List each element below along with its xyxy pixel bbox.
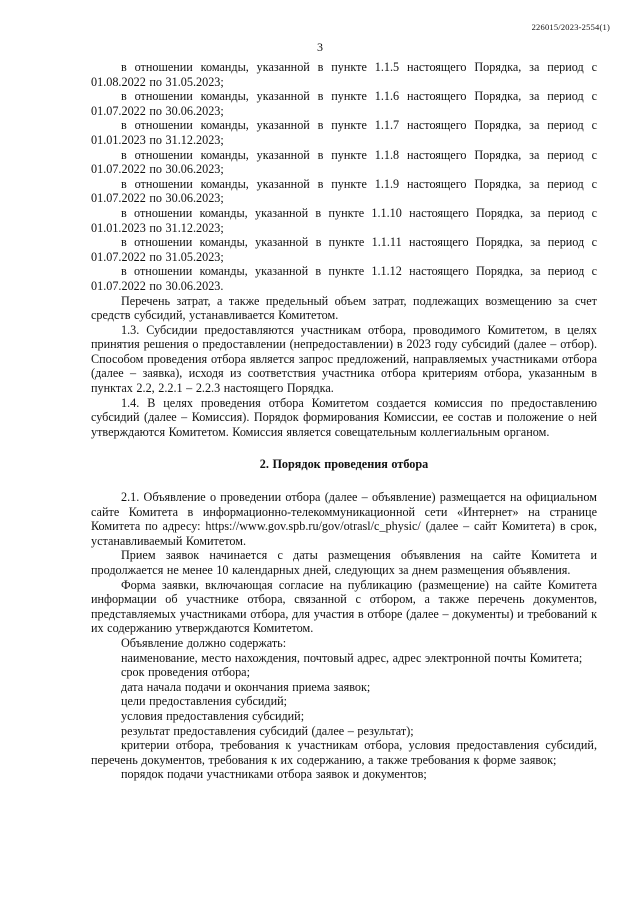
paragraph: цели предоставления субсидий;	[121, 694, 288, 709]
paragraph: в отношении команды, указанной в пункте 1.1.8 настоящего Порядка, за период с 01.07.2022 по 30.06.2023;	[91, 147, 597, 177]
paragraph: срок проведения отбора;	[121, 665, 250, 680]
document-body	[91, 60, 597, 782]
paragraph: в отношении команды, указанной в пункте 1.1.12 настоящего Порядка, за период с 01.07.2022 по 30.06.2023.	[91, 264, 597, 293]
page-number: 3	[317, 40, 323, 54]
registration-number: 226015/2023-2554(1)	[531, 22, 610, 32]
paragraph: 1.4. В целях проведения отбора Комитетом создается комиссия по предоставлению субсидий (далее – Комиссия). Порядок формирования Комиссии, ее состав и положение о ней утверждаются Комитетом. Комиссия является совещательным коллегиальным органом.	[91, 395, 597, 439]
paragraph: 1.3. Субсидии предоставляются участникам отбора, проводимого Комитетом, в целях принятия решения о предоставлении (непредоставлении) в 2023 году субсидий (далее – отбор). Способом проведения отбора является запрос предложений, направляемых участниками отбора (далее – заявка), исходя из соответствия участника отбора критериям отбора, указанным в пунктах 2.2, 2.2.1 – 2.2.3 настоящего Порядка.	[91, 322, 597, 396]
paragraph: в отношении команды, указанной в пункте 1.1.7 настоящего Порядка, за период с 01.01.2023 по 31.12.2023;	[91, 118, 597, 147]
paragraph: в отношении команды, указанной в пункте 1.1.10 настоящего Порядка, за период с 01.01.2023 по 31.12.2023;	[91, 205, 597, 235]
paragraph: Прием заявок начинается с даты размещения объявления на сайте Комитета и продолжается не менее 10 календарных дней, следующих за днем размещения объявления.	[91, 548, 597, 577]
paragraph: в отношении команды, указанной в пункте 1.1.11 настоящего Порядка, за период с 01.07.2022 по 31.05.2023;	[91, 235, 597, 264]
paragraph: дата начала подачи и окончания приема заявок;	[121, 679, 371, 694]
paragraph: в отношении команды, указанной в пункте 1.1.6 настоящего Порядка, за период с 01.07.2022 по 30.06.2023;	[91, 89, 597, 118]
paragraph: в отношении команды, указанной в пункте 1.1.9 настоящего Порядка, за период с 01.07.2022 по 30.06.2023;	[91, 176, 597, 206]
section-title: 2. Порядок проведения отбора	[259, 457, 429, 472]
paragraph: условия предоставления субсидий;	[121, 708, 305, 723]
paragraph: Перечень затрат, а также предельный объем затрат, подлежащих возмещению за счет средств субсидий, устанавливается Комитетом.	[91, 293, 597, 323]
paragraph: порядок подачи участниками отбора заявок и документов;	[121, 767, 427, 782]
paragraph: наименование, место нахождения, почтовый адрес, адрес электронной почты Комитета;	[121, 650, 583, 665]
paragraph: в отношении команды, указанной в пункте 1.1.5 настоящего Порядка, за период с 01.08.2022 по 31.05.2023;	[91, 60, 597, 89]
paragraph: критерии отбора, требования к участникам отбора, условия предоставления субсидий, перечень документов, требования к их содержанию, а также требования к форме заявок;	[91, 738, 597, 767]
paragraph: Объявление должно содержать:	[121, 635, 287, 650]
paragraph: Форма заявки, включающая согласие на публикацию (размещение) на сайте Комитета информации об участнике отбора, связанной с отбором, а также перечень документов, представляемых участниками отбора, для участия в отборе (далее – документы) и требований к их содержанию утверждаются Комитетом.	[91, 577, 597, 636]
paragraph: результат предоставления субсидий (далее – результат);	[121, 723, 414, 738]
paragraph: 2.1. Объявление о проведении отбора (далее – объявление) размещается на официальном сайте Комитета в информационно-телекоммуникационной сети «Интернет» на странице Комитета по адресу: https://www.gov.spb.ru/gov/otrasl/c_physic/ (далее – сайт Комитета) в срок, устанавливаемый Комитетом.	[91, 490, 597, 548]
